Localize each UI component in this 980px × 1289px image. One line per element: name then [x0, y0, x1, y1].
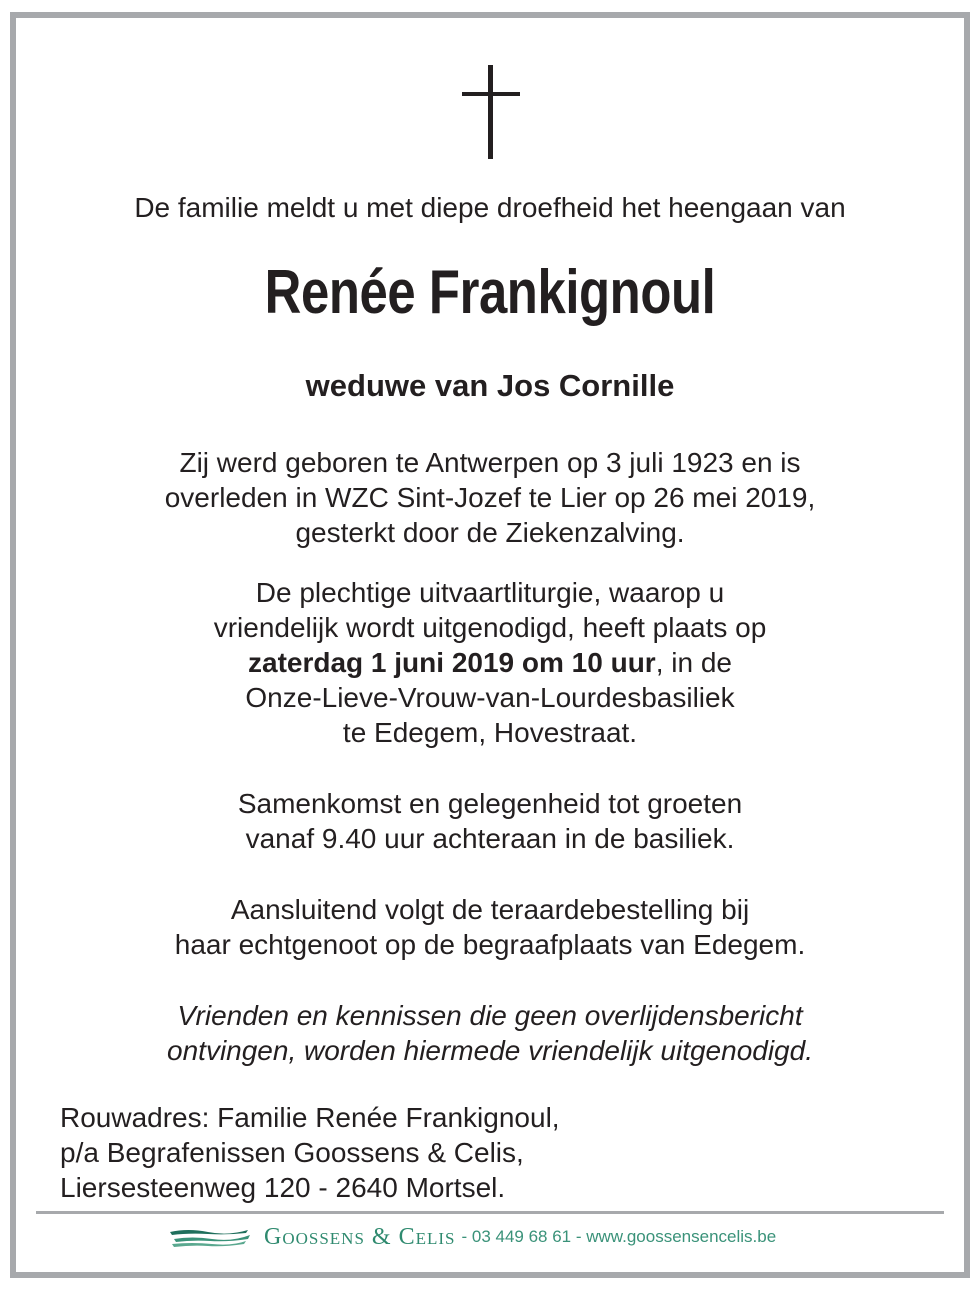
funeral-home-contact: - 03 449 68 61 - www.goossensencelis.be	[461, 1227, 777, 1246]
text-line: vriendelijk wordt uitgenodigd, heeft plaats op	[213, 612, 767, 643]
text-line: vanaf 9.40 uur achteraan in de basiliek.	[245, 823, 735, 854]
text-line: gesterkt door de Ziekenzalving.	[295, 517, 685, 548]
widow-of: weduwe van Jos Cornille	[305, 368, 675, 403]
text-line: ontvingen, worden hiermede vriendelijk uitgenodigd.	[167, 1035, 813, 1066]
text-line: Rouwadres: Familie Renée Frankignoul,	[60, 1102, 560, 1133]
cross-icon	[462, 65, 520, 159]
text-line: Zij werd geboren te Antwerpen op 3 juli 1923 en is	[179, 447, 801, 478]
ceremony-date: zaterdag 1 juni 2019 om 10 uur	[248, 647, 656, 678]
intro-text: De familie meldt u met diepe droefheid het heengaan van	[134, 192, 846, 223]
text-line: te Edegem, Hovestraat.	[342, 717, 638, 748]
funeral-home-footer	[168, 1220, 776, 1254]
ceremony-paragraph	[0, 575, 980, 750]
text-line: Liersesteenweg 120 - 2640 Mortsel.	[60, 1172, 506, 1203]
mourning-address	[60, 1100, 560, 1205]
gathering-paragraph	[0, 786, 980, 856]
funeral-home-name: Goossens & Celis	[264, 1223, 456, 1250]
text-line	[0, 645, 980, 680]
text-line: Onze-Lieve-Vrouw-van-Lourdesbasiliek	[245, 682, 735, 713]
burial-paragraph	[0, 892, 980, 962]
text-line: Samenkomst en gelegenheid tot groeten	[237, 788, 743, 819]
wave-logo-icon	[168, 1226, 252, 1248]
text-line: Aansluitend volgt de teraardebestelling bij	[230, 894, 750, 925]
text-line: Vrienden en kennissen die geen overlijdensbericht	[177, 1000, 803, 1031]
text-line: p/a Begrafenissen Goossens & Celis,	[60, 1137, 524, 1168]
deceased-name: Renée Frankignoul	[264, 258, 716, 327]
text-fragment: , in de	[655, 647, 732, 678]
footer-divider	[36, 1211, 944, 1214]
text-line: overleden in WZC Sint-Jozef te Lier op 26 mei 2019,	[164, 482, 816, 513]
text-line: De plechtige uitvaartliturgie, waarop u	[255, 577, 725, 608]
invitation-paragraph	[0, 998, 980, 1068]
birth-death-paragraph	[0, 445, 980, 550]
text-line: haar echtgenoot op de begraafplaats van Edegem.	[174, 929, 806, 960]
